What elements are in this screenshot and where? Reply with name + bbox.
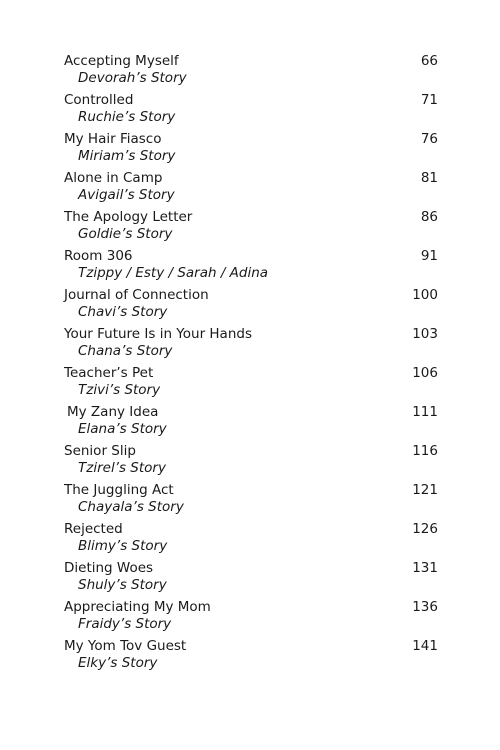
entry-author: Tzivi’s Story [78, 382, 161, 398]
entry-title: Journal of Connection [64, 287, 209, 303]
toc-entry [64, 364, 438, 403]
entry-author: Blimy’s Story [78, 538, 168, 554]
entry-title: My Hair Fiasco [64, 131, 162, 147]
entry-title: Rejected [64, 521, 123, 537]
entry-page-number: 86 [420, 209, 438, 225]
toc-entry [64, 598, 438, 637]
entry-author: Chavi’s Story [78, 304, 168, 320]
entry-title: My Yom Tov Guest [64, 638, 187, 654]
entry-author: Shuly’s Story [78, 577, 167, 593]
entry-author: Chayala’s Story [78, 499, 184, 515]
entry-page-number: 126 [412, 521, 438, 537]
toc-entry [64, 208, 438, 247]
entry-author: Chana’s Story [78, 343, 173, 359]
entry-page-number: 91 [420, 248, 438, 264]
toc-entry [64, 442, 438, 481]
entry-title: The Juggling Act [64, 482, 174, 498]
entry-title: Accepting Myself [64, 53, 179, 69]
entry-author: Elana’s Story [78, 421, 167, 437]
entry-title: Alone in Camp [64, 170, 163, 186]
entry-title: Senior Slip [64, 443, 136, 459]
entry-page-number: 121 [412, 482, 438, 498]
toc-entry [64, 247, 438, 286]
toc-entry [64, 520, 438, 559]
entry-author: Miriam’s Story [78, 148, 176, 164]
entry-author: Tzippy / Esty / Sarah / Adina [78, 265, 269, 281]
entry-page-number: 106 [412, 365, 438, 381]
entry-page-number: 116 [412, 443, 438, 459]
entry-author: Fraidy’s Story [78, 616, 172, 632]
toc-entry [64, 169, 438, 208]
toc-entry [64, 130, 438, 169]
entry-author: Ruchie’s Story [78, 109, 176, 125]
entry-page-number: 111 [412, 404, 438, 420]
entry-author: Goldie’s Story [78, 226, 173, 242]
entry-title: Teacher’s Pet [64, 365, 154, 381]
table-of-contents [64, 52, 438, 676]
entry-title: Your Future Is in Your Hands [64, 326, 252, 342]
entry-author: Elky’s Story [78, 655, 158, 671]
toc-entry [64, 403, 438, 442]
toc-entry [64, 286, 438, 325]
toc-entry [64, 325, 438, 364]
entry-page-number: 136 [412, 599, 438, 615]
toc-entry [64, 481, 438, 520]
entry-title: Room 306 [64, 248, 133, 264]
entry-page-number: 66 [420, 53, 438, 69]
entry-page-number: 141 [412, 638, 438, 654]
entry-page-number: 81 [420, 170, 438, 186]
entry-title: The Apology Letter [64, 209, 193, 225]
entry-author: Avigail’s Story [78, 187, 175, 203]
entry-page-number: 71 [420, 92, 438, 108]
entry-author: Tzirel’s Story [78, 460, 166, 476]
entry-title: Controlled [64, 92, 134, 108]
entry-title: Dieting Woes [64, 560, 154, 576]
toc-entry [64, 559, 438, 598]
entry-page-number: 103 [412, 326, 438, 342]
entry-title: My Zany Idea [67, 404, 159, 420]
entry-page-number: 131 [412, 560, 438, 576]
entry-page-number: 100 [412, 287, 438, 303]
toc-entry [64, 52, 438, 91]
toc-entry [64, 637, 438, 676]
entry-title: Appreciating My Mom [64, 599, 211, 615]
entry-page-number: 76 [420, 131, 438, 147]
toc-entry [64, 91, 438, 130]
entry-author: Devorah’s Story [78, 70, 187, 86]
